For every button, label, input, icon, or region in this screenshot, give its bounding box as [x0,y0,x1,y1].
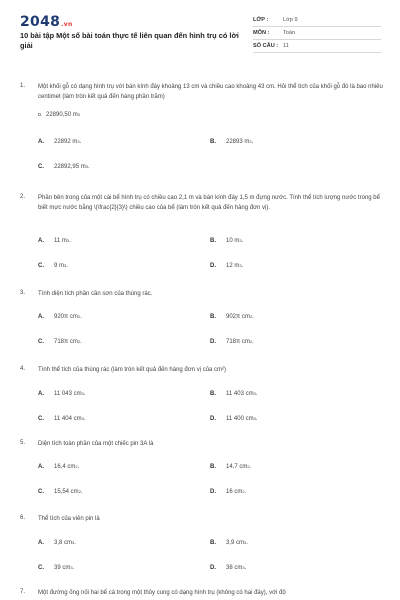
option-letter: C. [38,164,44,170]
option-value: 718π cm [226,339,250,345]
answer-option[interactable]: D. 38 cm 3 . [210,565,247,571]
option-tail: . [74,540,76,546]
option-tail: . [241,238,244,244]
option-tail: . [252,339,254,345]
option-letter: D. [210,416,216,422]
option-value: 902π cm [226,314,250,320]
option-tail: . [69,238,71,244]
option-value: 22890,50 m [46,112,78,118]
option-letter: D. [210,339,216,345]
question-number: 2. [20,194,26,200]
option-tail: . [246,540,248,546]
option-tail: . [72,565,75,571]
question-text: Một đường ống nối hai bể cá trong một thủy cung có dạng hình trụ (không có hai đáy), với độ [38,590,286,596]
site-logo[interactable] [20,14,73,30]
meta-row-grade [253,14,381,27]
answer-option[interactable]: A. 16,4 cm 2 . [38,464,80,470]
option-letter: C. [38,339,44,345]
answer-option[interactable]: D. 16 cm 2 . [210,489,247,495]
option-letter: D. [38,112,43,117]
option-value: 16,4 cm [54,464,76,470]
question-text: Tính diện tích phần cần sơn của thùng rác. [38,291,153,297]
option-tail: . [79,139,82,145]
answer-option[interactable]: A. 11 043 cm 3 . [38,391,86,397]
option-tail: . [87,164,90,170]
answer-option[interactable]: C. 11 404 cm 3 . [38,416,86,422]
question-number: 6. [20,515,26,521]
option-value: 11 m [54,238,67,244]
meta-info [253,14,381,53]
meta-key: LỚP : [253,17,269,23]
option-letter: B. [210,391,216,397]
option-tail: . [244,565,247,571]
option-letter: C. [38,565,44,571]
answer-option[interactable]: B. 14,7 cm 2 . [210,464,252,470]
answer-option[interactable]: C. 15,54 cm 2 . [38,489,83,495]
answer-option[interactable]: D. 11 400 cm 3 . [210,416,258,422]
meta-row-subject [253,27,381,40]
option-value: 22893 m [226,139,250,145]
answer-option[interactable]: A. 920π cm 2 . [38,314,82,320]
answer-option[interactable]: D. 12 m 3 . [210,263,244,269]
option-letter: B. [210,139,216,145]
option-tail: . [83,391,86,397]
answer-option[interactable]: A. 11 m 3 . [38,238,71,244]
option-letter: A. [38,391,44,397]
option-letter: A. [38,464,44,470]
option-value: 718π cm [54,339,78,345]
meta-key: SỐ CÂU : [253,43,279,49]
answer-option[interactable]: B. 11 403 cm 3 . [210,391,258,397]
option-value: 16 cm [226,489,243,495]
option-letter: B. [210,540,216,546]
question-number: 1. [20,83,26,89]
option-tail: . [83,416,86,422]
answer-option[interactable]: C. 39 cm 3 . [38,565,75,571]
option-tail: . [80,314,82,320]
option-value: 9 m [54,263,65,269]
meta-value: Lớp 9 [283,17,298,23]
option-value: 22892 m [54,139,78,145]
option-tail: . [252,314,254,320]
page-title: 10 bài tập Một số bài toán thực tế liên quan đến hình trụ có lời giải [20,31,239,50]
answer-option[interactable]: B. 10 m 3 . [210,238,244,244]
option-letter: D. [210,565,216,571]
option-tail: . [249,464,252,470]
option-tail: . [244,489,247,495]
option-value: 38 cm [226,565,243,571]
question-text: Tính thể tích của thùng rác (làm tròn kết quả đến hàng đơn vị của cm²) [38,367,227,373]
option-letter: A. [38,139,44,145]
option-value: 920π cm [54,314,78,320]
answer-option[interactable]: C. 22892,95 m 3 . [38,164,90,170]
question-number: 7. [20,589,26,595]
option-value: 3,8 cm [54,540,73,546]
logo-suffix: .vn [61,21,73,28]
option-value: 3,9 cm [226,540,245,546]
option-tail: . [251,139,254,145]
option-letter: C. [38,416,44,422]
meta-key: MÔN : [253,30,270,36]
option-value: 22892,95 m [54,164,86,170]
option-tail: . [77,464,80,470]
question-number: 4. [20,366,26,372]
option-tail: . [80,339,82,345]
question-text: Phần bên trong của một cái bể hình trụ có chiều cao 2,1 m và bán kính đáy 1,5 m đựng nước. Tính thể tích lượng nước trong bể biết mực nước bằng \(\frac{2}{3}\) chiều cao của bể (làm tròn kết quả đến hàng đơn vị). [38,195,380,211]
answer-option[interactable]: A. 22892 m 3 . [38,139,82,145]
option-tail: . [80,489,83,495]
question-text: Thể tích của viên pin là [38,516,100,522]
option-letter: D. [210,263,216,269]
question-text: Một khối gỗ có dạng hình trụ với bán kính đáy khoảng 13 cm và chiều cao khoảng 43 cm. Hỏi thể tích của khối gỗ đó là bao nhiêu centimet (làm tròn kết quả đến hàng phần trăm) [38,84,383,100]
question-number: 5. [20,440,26,446]
answer-option[interactable]: A. 3,8 cm 3 . [38,540,76,546]
answer-option[interactable]: D. 718π cm 2 . [210,339,254,345]
logo-text: 2048 [20,14,61,30]
question-text: Diện tích toàn phần của một chiếc pin 3A là [38,441,154,447]
answer-option[interactable]: B. 902π cm 2 . [210,314,254,320]
option-tail: . [255,416,258,422]
page-header [0,0,400,64]
option-value: 12 m [226,263,240,269]
option-letter: B. [210,314,216,320]
answer-option[interactable]: D. 22890,50 m 3 [38,112,80,118]
option-letter: A. [38,314,44,320]
option-letter: D. [210,489,216,495]
meta-value: Toán [283,30,296,36]
option-value: 11 403 cm [226,391,254,397]
option-tail: . [255,391,258,397]
option-letter: A. [38,540,44,546]
option-tail: . [241,263,244,269]
option-value: 39 cm [54,565,71,571]
option-value: 15,54 cm [54,489,79,495]
answer-option[interactable]: C. 718π cm 2 . [38,339,82,345]
answer-option[interactable]: B. 22893 m 3 . [210,139,254,145]
answer-option[interactable]: B. 3,9 cm 3 . [210,540,248,546]
meta-value: 11 [283,43,289,49]
option-value: 10 m [226,238,240,244]
option-value: 14,7 cm [226,464,248,470]
answer-option[interactable]: C. 9 m 3 . [38,263,68,269]
option-letter: B. [210,464,216,470]
option-letter: B. [210,238,216,244]
option-value: 11 400 cm [226,416,254,422]
option-value: 11 404 cm [54,416,82,422]
option-tail: . [66,263,68,269]
option-letter: A. [38,238,44,244]
meta-row-count [253,40,381,53]
option-letter: C. [38,489,44,495]
option-letter: C. [38,263,44,269]
question-number: 3. [20,290,26,296]
option-value: 11 043 cm [54,391,82,397]
